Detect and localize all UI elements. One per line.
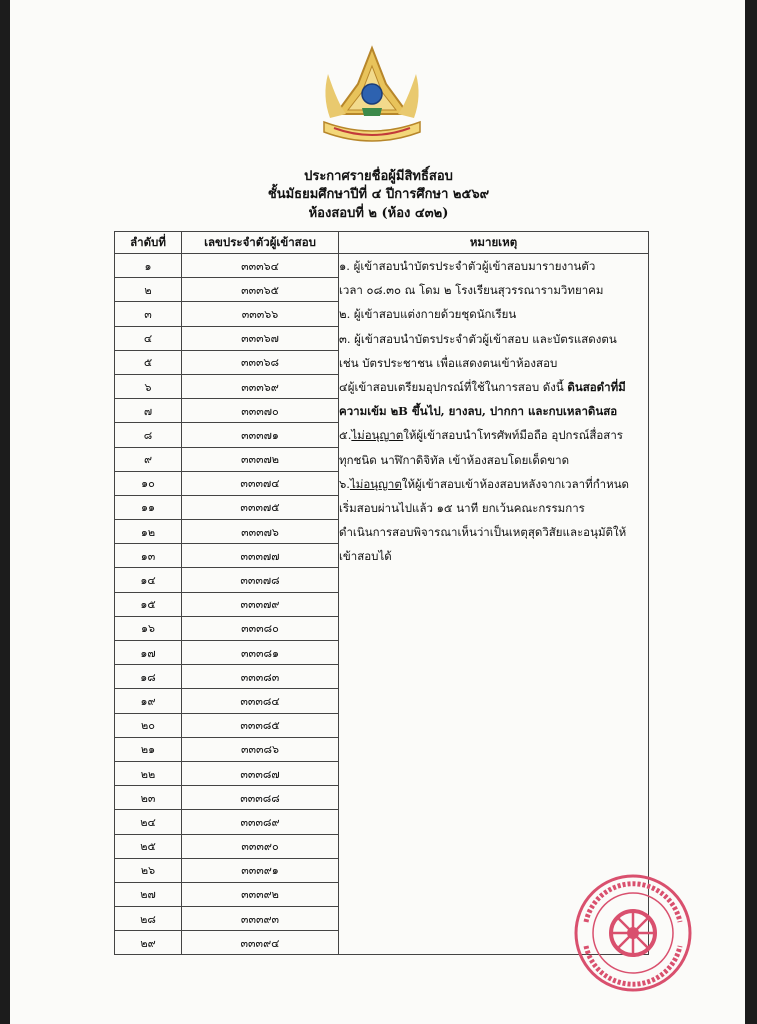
school-emblem <box>316 44 428 150</box>
order-number-cell: ๑๔ <box>115 568 182 592</box>
exam-id-cell: ๓๓๓๗๗ <box>182 544 339 568</box>
order-number-cell: ๒๐ <box>115 713 182 737</box>
announcement-grade-year: ชั้นมัธยมศึกษาปีที่ ๔ ปีการศึกษา ๒๕๖๙ <box>267 187 490 202</box>
exam-id-cell: ๓๓๓๘๙ <box>182 810 339 834</box>
order-number-cell: ๒๒ <box>115 761 182 785</box>
order-number-cell: ๔ <box>115 326 182 350</box>
order-number-cell: ๑ <box>115 254 182 278</box>
table-row <box>115 254 649 278</box>
note-line: ทุกชนิด นาฬิกาดิจิทัล เข้าห้องสอบโดยเด็ดขาด <box>339 452 570 467</box>
note-line: ๓. ผู้เข้าสอบนำบัตรประจำตัวผู้เข้าสอบ และบัตรแสดงตน <box>339 331 617 346</box>
exam-id-cell: ๓๓๓๙๓ <box>182 907 339 931</box>
note-line: ๒. ผู้เข้าสอบแต่งกายด้วยชุดนักเรียน <box>339 307 517 322</box>
column-header-order: ลำดับที่ <box>115 232 182 254</box>
order-number-cell: ๑๙ <box>115 689 182 713</box>
note-text: ๖. <box>339 476 350 491</box>
exam-roster-table <box>114 231 649 955</box>
announcement-exam-room: ห้องสอบที่ ๒ (ห้อง ๔๓๒) <box>308 206 449 221</box>
exam-id-cell: ๓๓๓๗๒ <box>182 447 339 471</box>
announcement-title: ประกาศรายชื่อผู้มีสิทธิ์สอบ <box>304 169 453 184</box>
exam-id-cell: ๓๓๓๘๗ <box>182 761 339 785</box>
note-line: เช่น บัตรประชาชน เพื่อแสดงตนเข้าห้องสอบ <box>339 355 558 370</box>
exam-id-cell: ๓๓๓๗๙ <box>182 592 339 616</box>
note-line <box>339 472 648 496</box>
order-number-cell: ๑๑ <box>115 495 182 519</box>
exam-id-cell: ๓๓๓๙๔ <box>182 931 339 955</box>
order-number-cell: ๒๗ <box>115 882 182 906</box>
order-number-cell: ๒ <box>115 278 182 302</box>
exam-id-cell: ๓๓๓๙๑ <box>182 858 339 882</box>
note-underlined-text: ไม่อนุญาต <box>351 428 404 443</box>
order-number-cell: ๒๓ <box>115 786 182 810</box>
note-underlined-text: ไม่อนุญาต <box>349 476 402 491</box>
exam-id-cell: ๓๓๓๘๖ <box>182 737 339 761</box>
exam-id-cell: ๓๓๓๘๘ <box>182 786 339 810</box>
column-header-notes: หมายเหตุ <box>339 232 649 254</box>
order-number-cell: ๑๘ <box>115 665 182 689</box>
exam-id-cell: ๓๓๓๖๘ <box>182 350 339 374</box>
order-number-cell: ๑๕ <box>115 592 182 616</box>
note-bold-text: ดินสอดำที่มี <box>567 380 626 395</box>
exam-id-cell: ๓๓๓๖๙ <box>182 374 339 398</box>
exam-id-cell: ๓๓๓๘๕ <box>182 713 339 737</box>
note-text: ๕. <box>339 428 352 443</box>
order-number-cell: ๒๕ <box>115 834 182 858</box>
exam-id-cell: ๓๓๓๗๑ <box>182 423 339 447</box>
order-number-cell: ๒๖ <box>115 858 182 882</box>
order-number-cell: ๑๐ <box>115 471 182 495</box>
order-number-cell: ๒๘ <box>115 907 182 931</box>
note-text: ๔ผู้เข้าสอบเตรียมอุปกรณ์ที่ใช้ในการสอบ ดังนี้ <box>339 380 568 395</box>
exam-id-cell: ๓๓๓๖๕ <box>182 278 339 302</box>
order-number-cell: ๘ <box>115 423 182 447</box>
order-number-cell: ๒๔ <box>115 810 182 834</box>
notes-cell <box>339 254 649 955</box>
order-number-cell: ๓ <box>115 302 182 326</box>
order-number-cell: ๑๓ <box>115 544 182 568</box>
exam-id-cell: ๓๓๓๘๓ <box>182 665 339 689</box>
order-number-cell: ๑๗ <box>115 641 182 665</box>
exam-id-cell: ๓๓๓๖๖ <box>182 302 339 326</box>
order-number-cell: ๑๖ <box>115 616 182 640</box>
order-number-cell: ๗ <box>115 399 182 423</box>
note-line: ดำเนินการสอบพิจารณาเห็นว่าเป็นเหตุสุดวิสัยและอนุมัติให้ <box>339 525 627 540</box>
exam-id-cell: ๓๓๓๖๔ <box>182 254 339 278</box>
note-text: ให้ผู้เข้าสอบนำโทรศัพท์มือถือ อุปกรณ์สื่อสาร <box>403 428 623 443</box>
school-seal-stamp <box>572 872 694 994</box>
order-number-cell: ๙ <box>115 447 182 471</box>
note-line: ๑. ผู้เข้าสอบนำบัตรประจำตัวผู้เข้าสอบมารายงานตัว <box>339 259 596 273</box>
exam-id-cell: ๓๓๓๘๔ <box>182 689 339 713</box>
order-number-cell: ๒๑ <box>115 737 182 761</box>
order-number-cell: ๑๒ <box>115 520 182 544</box>
exam-id-cell: ๓๓๓๗๖ <box>182 520 339 544</box>
note-line: เวลา ๐๘.๓๐ ณ โดม ๒ โรงเรียนสุวรรณารามวิทยาคม <box>339 283 604 298</box>
note-line <box>339 423 648 447</box>
exam-id-cell: ๓๓๓๘๑ <box>182 641 339 665</box>
exam-id-cell: ๓๓๓๗๕ <box>182 495 339 519</box>
order-number-cell: ๕ <box>115 350 182 374</box>
exam-id-cell: ๓๓๓๗๔ <box>182 471 339 495</box>
exam-id-cell: ๓๓๓๗๐ <box>182 399 339 423</box>
note-line <box>339 375 648 399</box>
exam-id-cell: ๓๓๓๖๗ <box>182 326 339 350</box>
note-line: ความเข้ม ๒B ขึ้นไป, ยางลบ, ปากกา และกบเหลาดินสอ <box>339 404 618 419</box>
exam-id-cell: ๓๓๓๙๒ <box>182 882 339 906</box>
note-line: เข้าสอบได้ <box>339 549 392 564</box>
exam-id-cell: ๓๓๓๗๘ <box>182 568 339 592</box>
order-number-cell: ๒๙ <box>115 931 182 955</box>
note-line: เริ่มสอบผ่านไปแล้ว ๑๕ นาที ยกเว้นคณะกรรมการ <box>339 501 585 516</box>
note-text: ให้ผู้เข้าสอบเข้าห้องสอบหลังจากเวลาที่กำหนด <box>401 476 630 491</box>
column-header-exam-id: เลขประจำตัวผู้เข้าสอบ <box>182 232 339 254</box>
exam-id-cell: ๓๓๓๙๐ <box>182 834 339 858</box>
order-number-cell: ๖ <box>115 374 182 398</box>
exam-id-cell: ๓๓๓๘๐ <box>182 616 339 640</box>
